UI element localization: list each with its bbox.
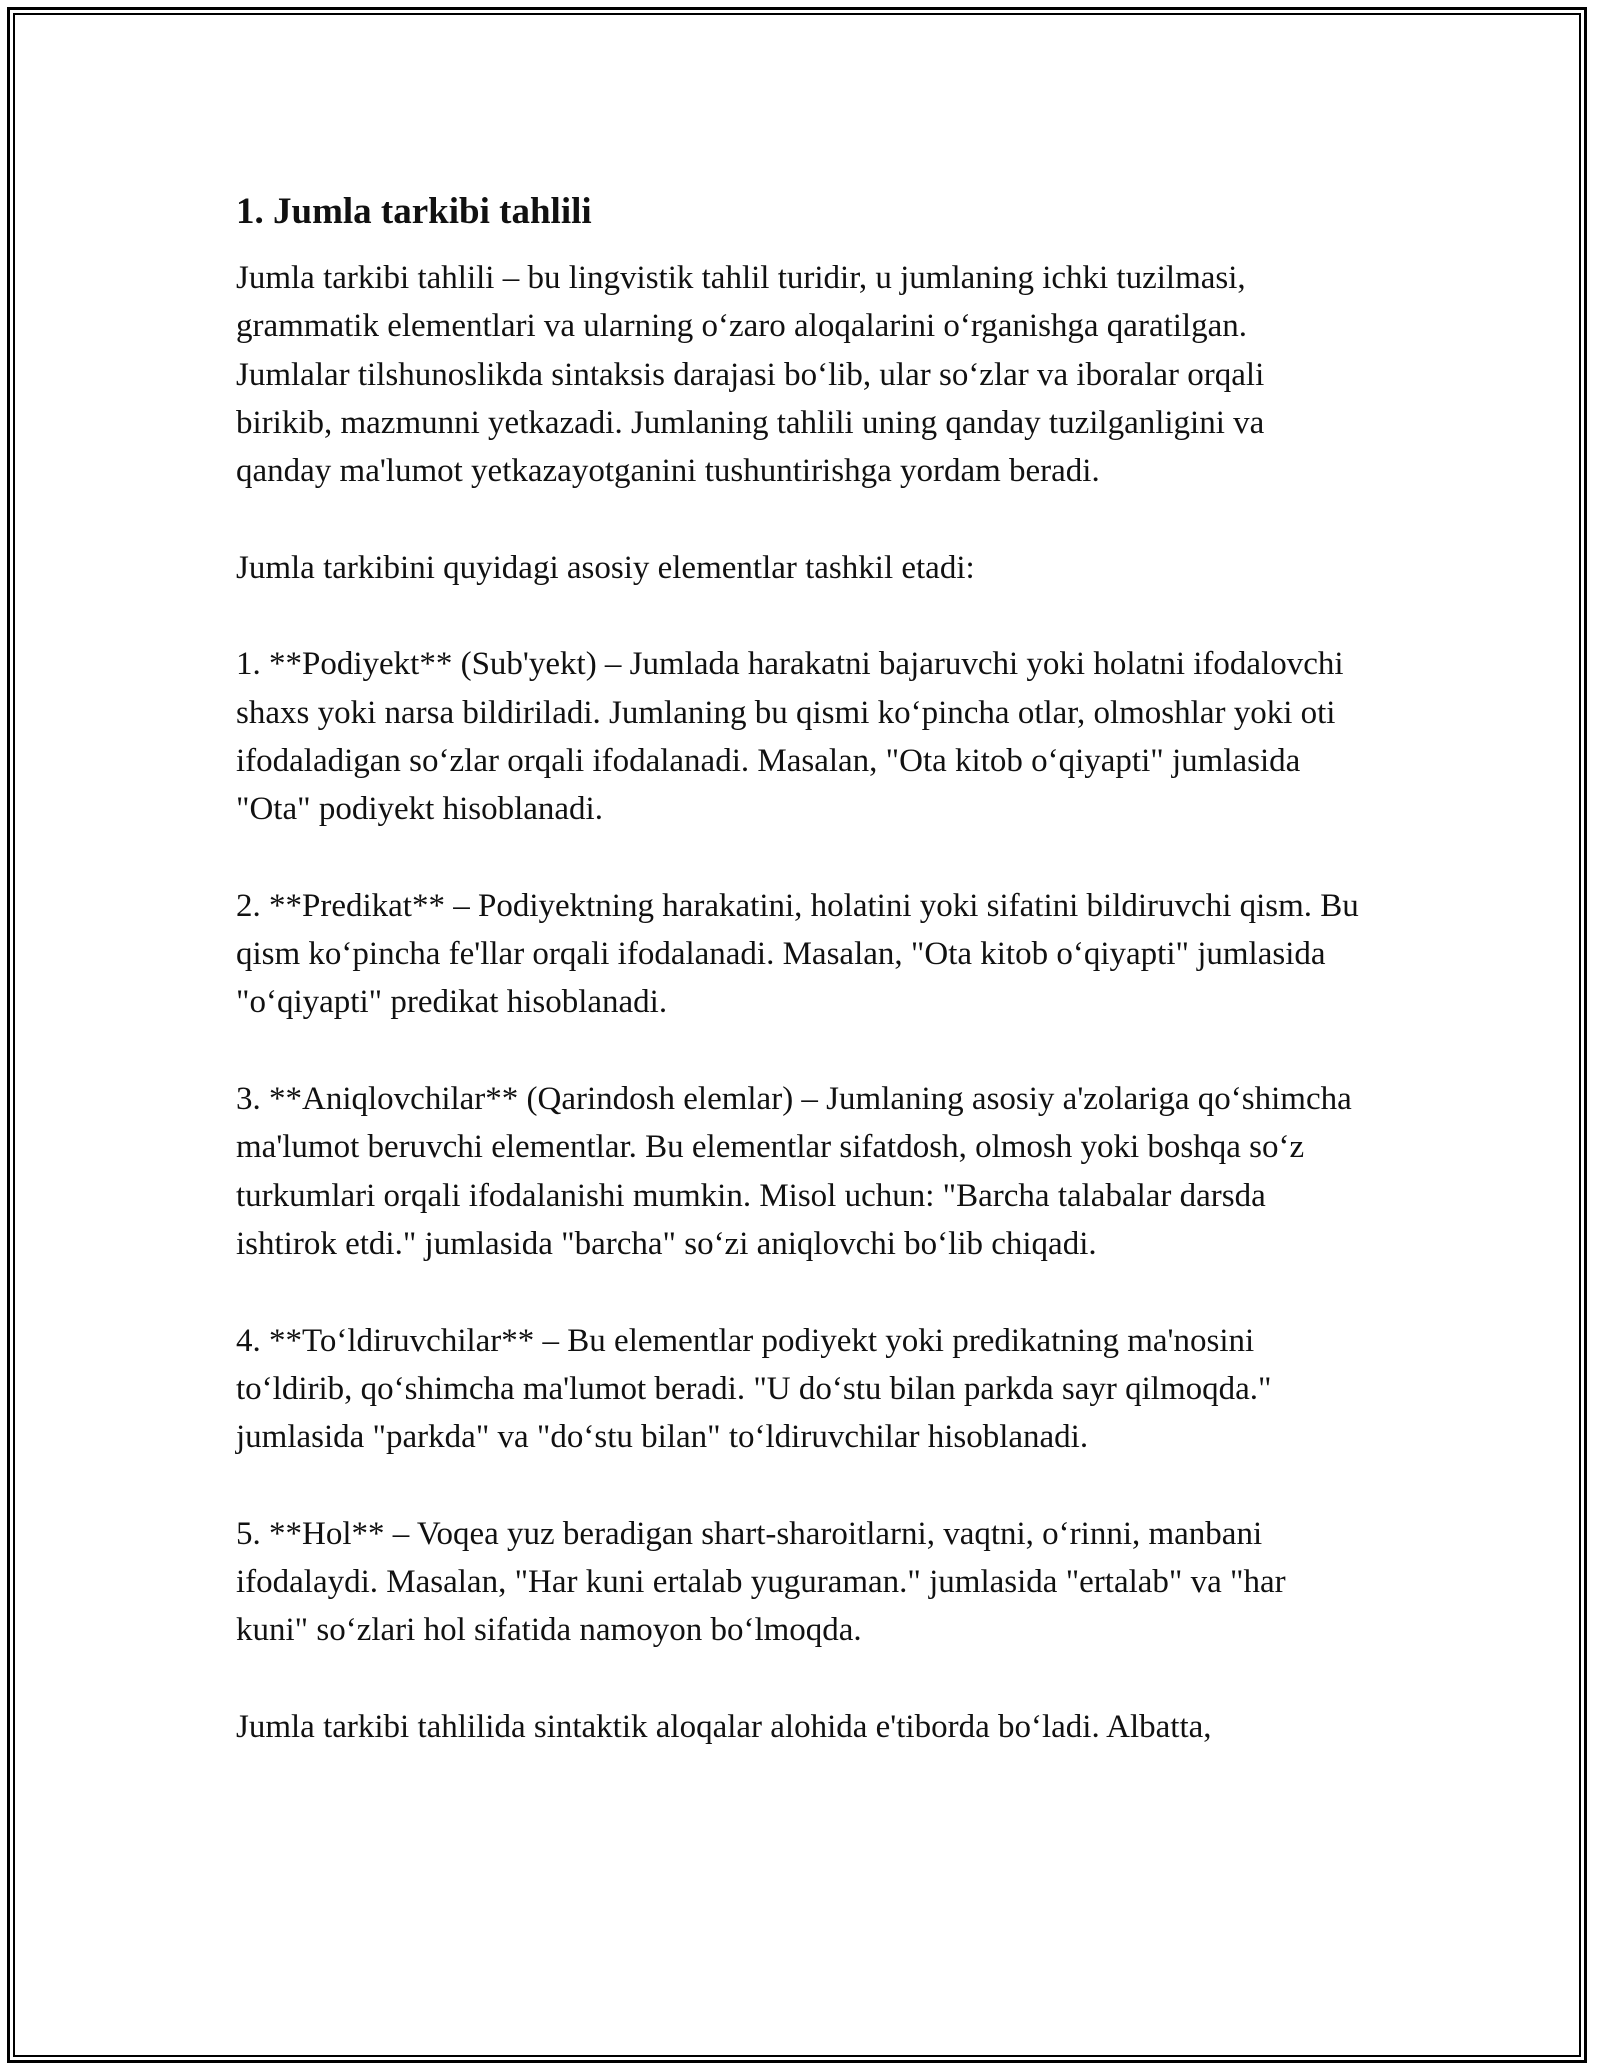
paragraph-item-hol: 5. **Hol** – Voqea yuz beradigan shart-sharoitlarni, vaqtni, o‘rinni, manbani ifodalaydi. Masalan, "Har kuni ertalab yuguraman." jumlasida "ertalab" va "har kuni" so‘zlari hol sifatida namoyon bo‘lmoqda. (236, 1515, 1286, 1649)
paragraph-elements-lead: Jumla tarkibini quyidagi asosiy elementlar tashkil etadi: (236, 549, 975, 586)
section-heading: 1. Jumla tarkibi tahlili (236, 191, 592, 232)
paragraph-item-toldiruvchilar: 4. **To‘ldiruvchilar** – Bu elementlar podiyekt yoki predikatning ma'nosini to‘ldirib, qo‘shimcha ma'lumot beradi. "U do‘stu bilan parkda sayr qilmoqda." jumlasida "parkda" va "do‘stu bilan" to‘ldiruvchilar hisoblanadi. (236, 1322, 1272, 1456)
paragraph-item-predikat: 2. **Predikat** – Podiyektning harakatini, holatini yoki sifatini bildiruvchi qism. Bu qism ko‘pincha fe'llar orqali ifodalanadi. Masalan, "Ota kitob o‘qiyapti" jumlasida "o‘qiyapti" predikat hisoblanadi. (236, 887, 1359, 1021)
paragraph-item-aniqlovchilar: 3. **Aniqlovchilar** (Qarindosh elemlar) – Jumlaning asosiy a'zolariga qo‘shimcha ma'lumot beruvchi elementlar. Bu elementlar sifatdosh, olmosh yoki boshqa so‘z turkumlari orqali ifodalanishi mumkin. Misol uchun: "Barcha talabalar darsda ishtirok etdi." jumlasida "barcha" so‘zi aniqlovchi bo‘lib chiqadi. (236, 1081, 1352, 1262)
paragraph-closing: Jumla tarkibi tahlilida sintaktik aloqalar alohida e'tiborda bo‘ladi. Albatta, (236, 1708, 1212, 1745)
paragraph-intro: Jumla tarkibi tahlili – bu lingvistik tahlil turidir, u jumlaning ichki tuzilmasi, grammatik elementlari va ularning o‘zaro aloqalarini o‘rganishga qaratilgan. Jumlalar tilshunoslikda sintaksis darajasi bo‘lib, ular so‘zlar va iboralar orqali birikib, mazmunni yetkazadi. Jumlaning tahlili uning qanday tuzilganligini va qanday ma'lumot yetkazayotganini tushuntirishga yordam beradi. (236, 260, 1265, 490)
paragraph-item-podiyekt: 1. **Podiyekt** (Sub'yekt) – Jumlada harakatni bajaruvchi yoki holatni ifodalovchi shaxs yoki narsa bildiriladi. Jumlaning bu qismi ko‘pincha otlar, olmoshlar yoki oti ifodaladigan so‘zlar orqali ifodalanadi. Masalan, "Ota kitob o‘qiyapti" jumlasida "Ota" podiyekt hisoblanadi. (236, 646, 1344, 828)
document-body (236, 186, 1366, 1800)
